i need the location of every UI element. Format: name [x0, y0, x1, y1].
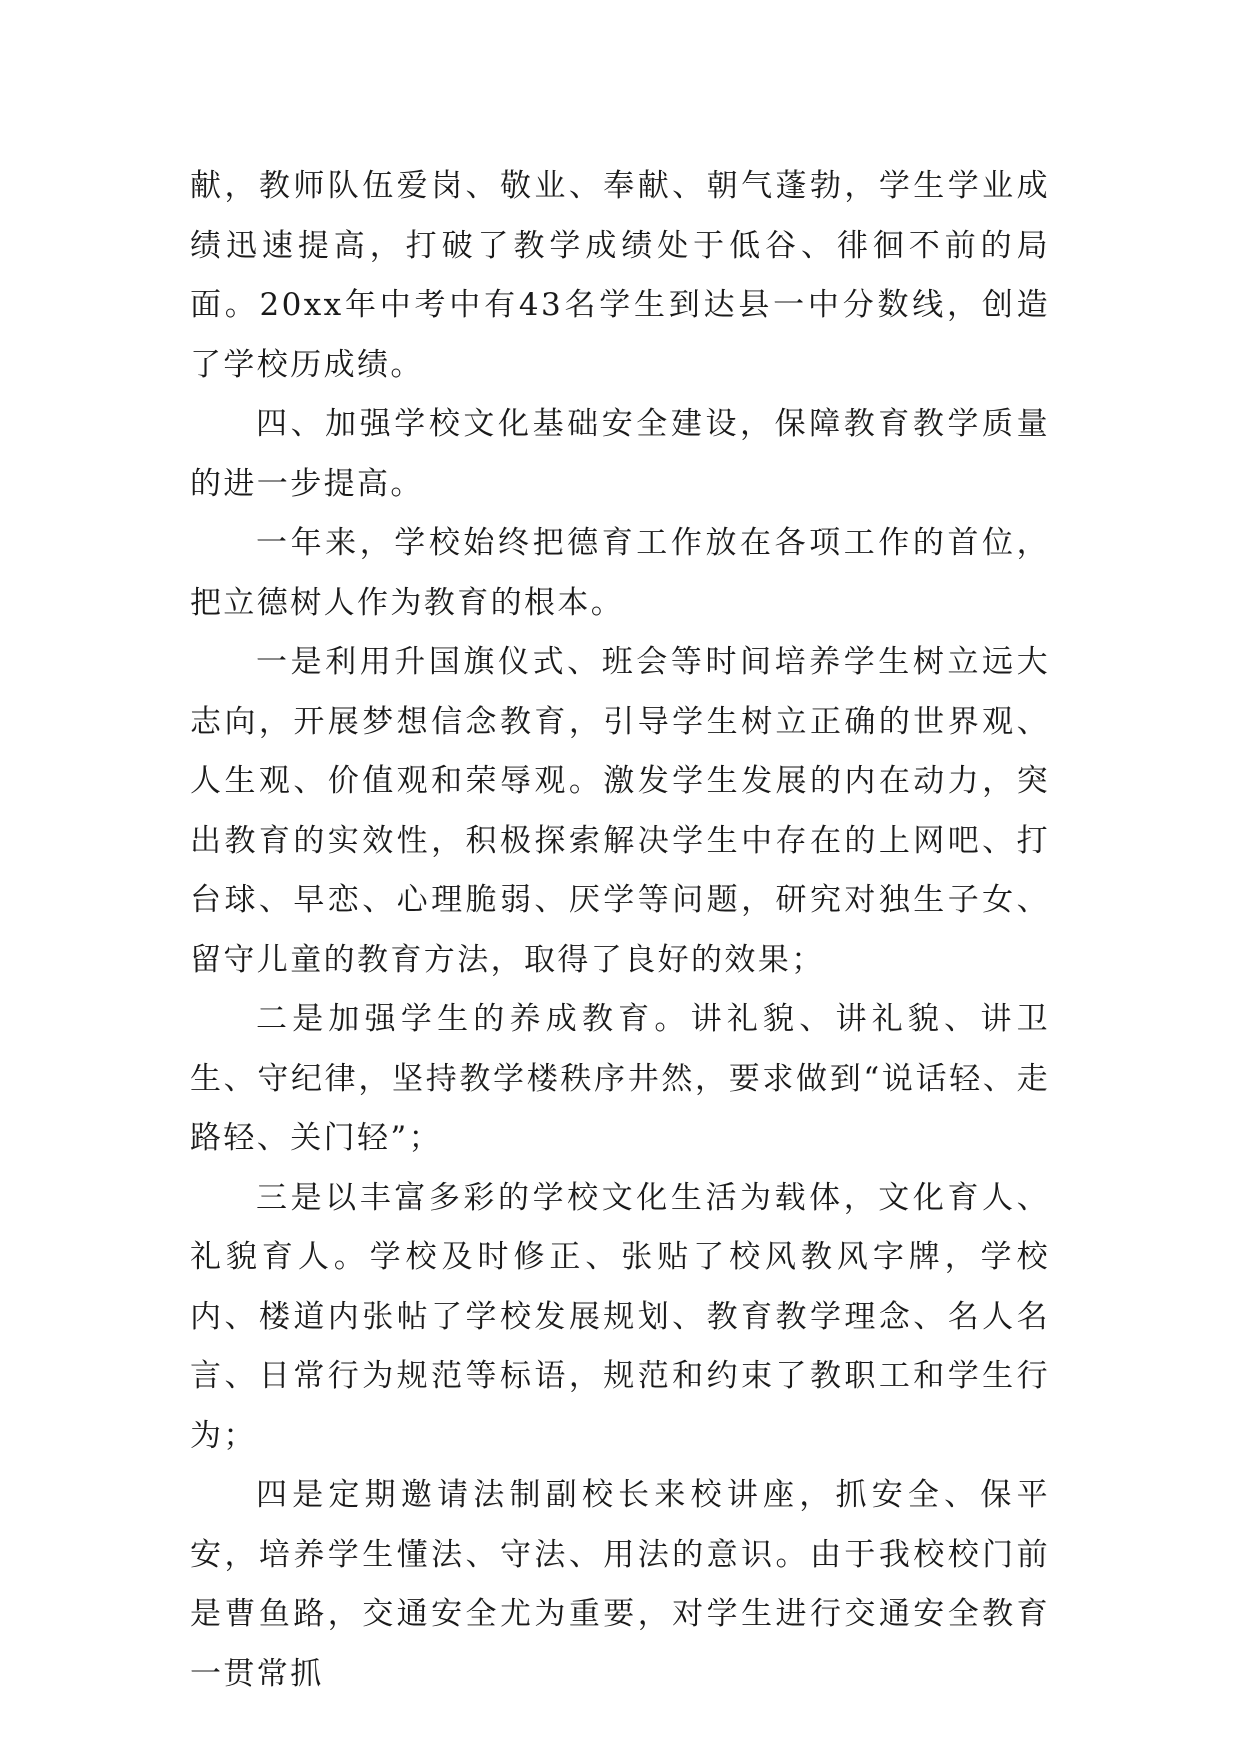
paragraph-continuation: 献，教师队伍爱岗、敬业、奉献、朝气蓬勃，学生学业成绩迅速提高，打破了教学成绩处于低谷、徘徊不前的局面。20xx年中考中有43名学生到达县一中分数线，创造了学校历成绩。	[190, 168, 1050, 383]
paragraph-point-4: 四是定期邀请法制副校长来校讲座，抓安全、保平安，培养学生懂法、守法、用法的意识。由于我校校门前是曹鱼路，交通安全尤为重要，对学生进行交通安全教育一贯常抓	[190, 1477, 1050, 1692]
paragraph-point-2: 二是加强学生的养成教育。讲礼貌、讲礼貌、讲卫生、守纪律，坚持教学楼秩序井然，要求做到“说话轻、走路轻、关门轻”；	[190, 1001, 1050, 1156]
paragraph-intro: 一年来，学校始终把德育工作放在各项工作的首位，把立德树人作为教育的根本。	[190, 525, 1050, 621]
paragraph-section-heading: 四、加强学校文化基础安全建设，保障教育教学质量的进一步提高。	[190, 406, 1050, 502]
body-text	[190, 157, 1050, 1704]
paragraph-point-3: 三是以丰富多彩的学校文化生活为载体，文化育人、礼貌育人。学校及时修正、张贴了校风教风字牌，学校内、楼道内张帖了学校发展规划、教育教学理念、名人名言、日常行为规范等标语，规范和约束了教职工和学生行为；	[190, 1179, 1050, 1454]
paragraph-point-1: 一是利用升国旗仪式、班会等时间培养学生树立远大志向，开展梦想信念教育，引导学生树立正确的世界观、人生观、价值观和荣辱观。激发学生发展的内在动力，突出教育的实效性，积极探索解决学生中存在的上网吧、打台球、早恋、心理脆弱、厌学等问题，研究对独生子女、留守儿童的教育方法，取得了良好的效果；	[190, 644, 1050, 978]
